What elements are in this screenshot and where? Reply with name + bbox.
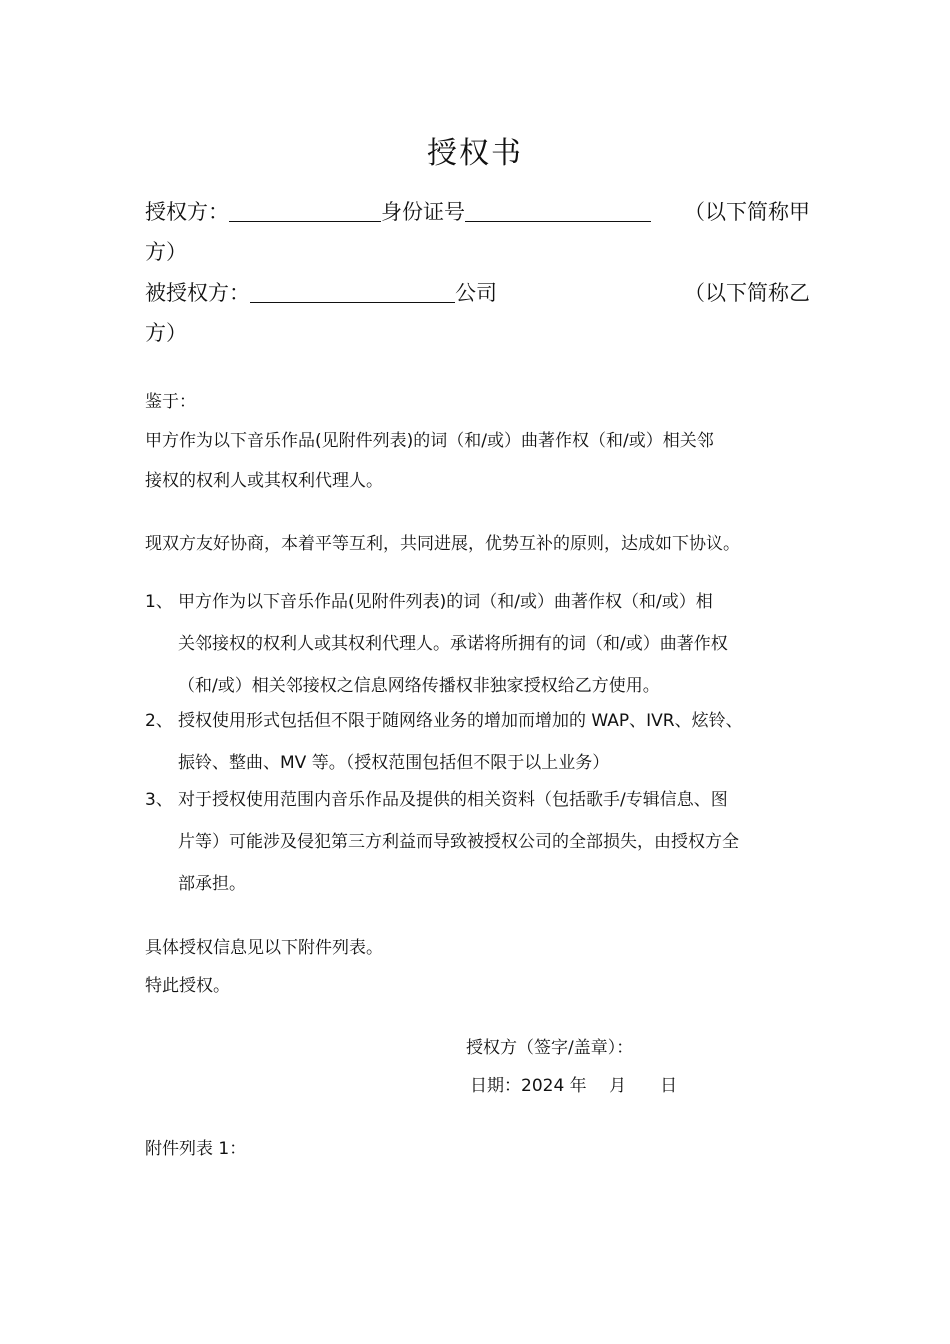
whereas-text-line2: 接权的权利人或其权利代理人。 — [145, 471, 383, 491]
attachment-note: 具体授权信息见以下附件列表。 — [145, 938, 383, 958]
attachment-list-label: 附件列表 1： — [145, 1139, 247, 1159]
grantor-suffix-line2: 方） — [145, 240, 187, 264]
grantee-label: 被授权方： — [145, 281, 250, 305]
clause-text-line: 部承担。 — [178, 874, 246, 894]
clause-number: 3、 — [145, 790, 173, 810]
grantor-label: 授权方： — [145, 200, 229, 224]
grantee-company-label: 公司 — [455, 281, 497, 305]
clause-1 — [145, 581, 810, 707]
grantor-suffix: （以下简称甲 — [684, 200, 810, 224]
date-label: 日期：2024 年 月 日 — [470, 1076, 678, 1096]
closing-statement: 特此授权。 — [145, 976, 230, 996]
clause-number: 1、 — [145, 592, 173, 612]
clause-text-line: （和/或）相关邻接权之信息网络传播权非独家授权给乙方使用。 — [178, 676, 660, 696]
grantee-suffix-line2: 方） — [145, 321, 187, 345]
grantor-name-blank — [229, 197, 381, 222]
signature-label: 授权方（签字/盖章）： — [466, 1038, 634, 1058]
whereas-text-line1: 甲方作为以下音乐作品(见附件列表)的词（和/或）曲著作权（和/或）相关邻 — [145, 431, 714, 451]
agreement-intro: 现双方友好协商，本着平等互利，共同进展，优势互补的原则，达成如下协议。 — [145, 534, 740, 554]
grantor-id-label: 身份证号 — [381, 200, 465, 224]
clause-2 — [145, 700, 810, 784]
clause-text-line: 对于授权使用范围内音乐作品及提供的相关资料（包括歌手/专辑信息、图 — [178, 790, 728, 810]
grantee-line — [145, 273, 810, 313]
clause-3 — [145, 779, 810, 905]
clause-text-line: 片等）可能涉及侵犯第三方利益而导致被授权公司的全部损失，由授权方全 — [178, 832, 739, 852]
clause-text-line: 授权使用形式包括但不限于随网络业务的增加而增加的 WAP、IVR、炫铃、 — [178, 711, 743, 731]
whereas-label: 鉴于： — [145, 392, 196, 412]
grantor-id-blank — [465, 197, 651, 222]
clause-text-line: 振铃、整曲、MV 等。（授权范围包括但不限于以上业务） — [178, 753, 610, 773]
clause-number: 2、 — [145, 711, 173, 731]
clause-text-line: 甲方作为以下音乐作品(见附件列表)的词（和/或）曲著作权（和/或）相 — [178, 592, 713, 612]
grantor-line — [145, 192, 810, 232]
grantee-name-blank — [250, 278, 455, 303]
grantee-suffix: （以下简称乙 — [684, 281, 810, 305]
clause-text-line: 关邻接权的权利人或其权利代理人。承诺将所拥有的词（和/或）曲著作权 — [178, 634, 728, 654]
document-title: 授权书 — [427, 136, 523, 171]
